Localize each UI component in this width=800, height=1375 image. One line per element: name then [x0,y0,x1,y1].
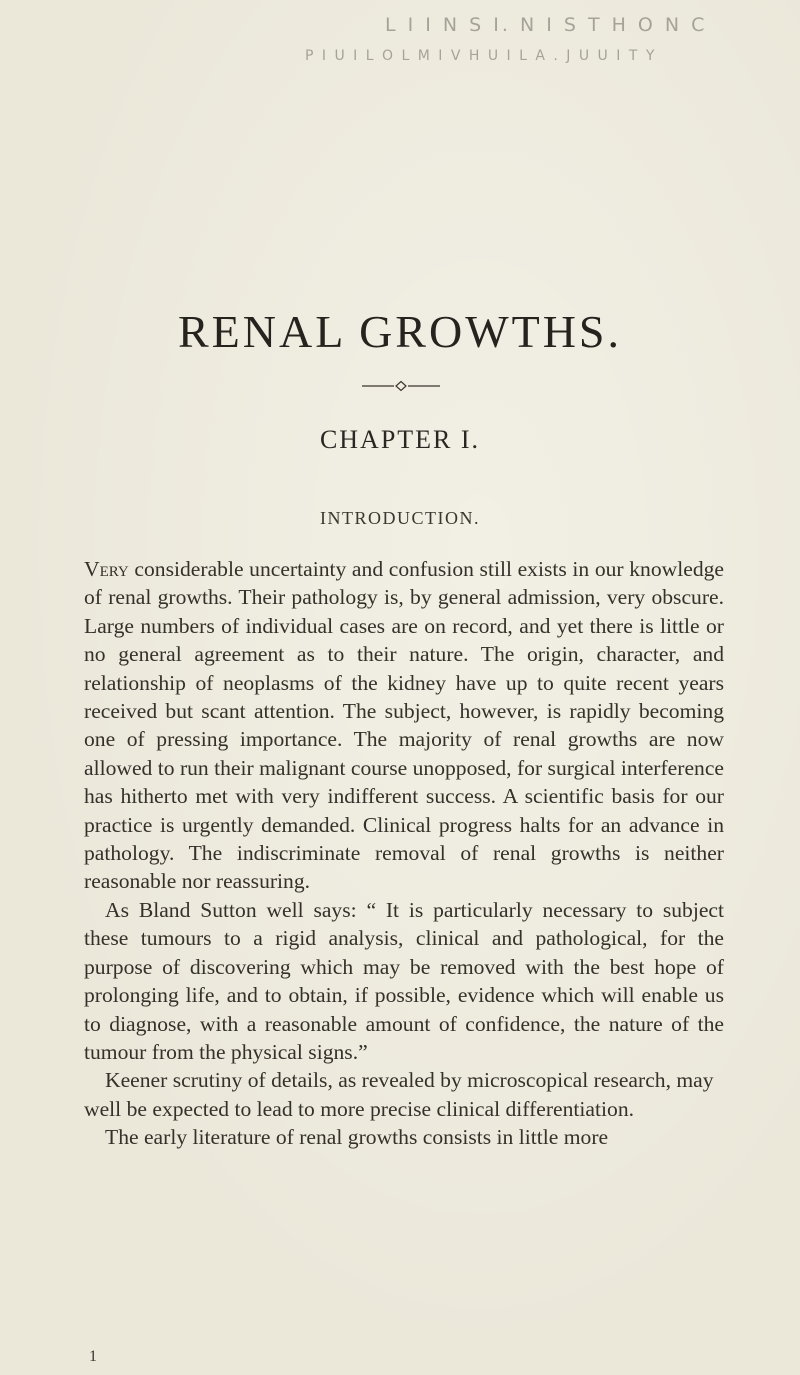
paragraph-1 [84,555,724,896]
paragraph-4: The early literature of renal growths consists in little more [105,1125,609,1150]
book-title: RENAL GROWTHS. [177,306,623,357]
section-heading: INTRODUCTION. [320,508,480,528]
chapter-heading: CHAPTER I. [319,425,481,454]
body-text [84,555,724,1152]
paragraph-2: As Bland Sutton well says: “ It is particularly necessary to subject these tumours to a rigid analysis, clinical and pathological, for the purpose of discovering which may be removed with the best hope of prolonging life, and to obtain, if possible, evidence which will enable us to diagnose, with a reasonable amount of confidence, the nature of the tumour from the physical signs.” [84,897,724,1064]
library-stamp-line-2: P I U I L O L M I V H U I L A . J U U I T Y [305,48,657,64]
paragraph-lead-word: Very [84,557,129,581]
page-number: 1 [89,1348,97,1365]
library-stamp-line-1: L I I N S I. N I S T H O N C [385,14,708,36]
paragraph-1-text: considerable uncertainty and confusion still exists in our knowledge of renal growths. Their pathology is, by general admission, very obscure. Large numbers of individual cases are on record, and yet there is little or no general agreement as to their nature. The origin, character, and relationship of neoplasms of the kidney have up to quite recent years received but scant attention. The subject, however, is rapidly becoming one of pressing importance. The majority of renal growths are now allowed to run their malignant course unopposed, for surgical interference has hitherto met with very indifferent success. A scientific basis for our practice is urgently demanded. Clinical progress halts for an advance in pathology. The indiscriminate removal of renal growths is neither reasonable nor reassuring. [84,557,724,894]
ornament-divider-icon [362,380,440,392]
paragraph-3: Keener scrutiny of details, as revealed by microscopical research, may well be expected to lead to more precise clinical differentiation. [84,1068,714,1121]
